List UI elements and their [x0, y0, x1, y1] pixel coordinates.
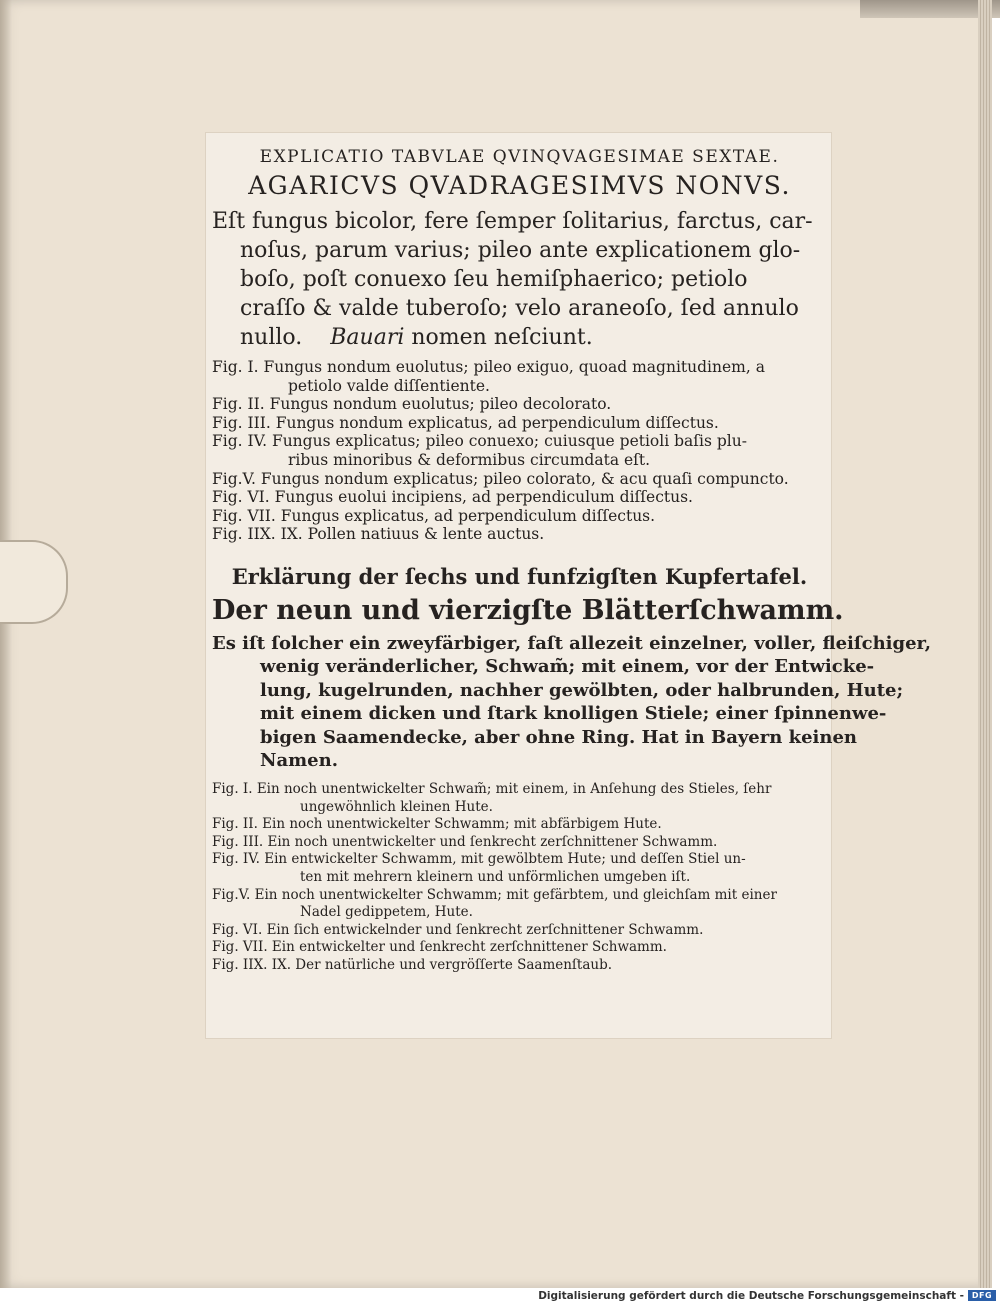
dfg-credit-text: Digitalisierung gefördert durch die Deutsche Forschungsgemeinschaft -: [538, 1290, 964, 1302]
german-description-line: Namen.: [260, 750, 338, 772]
latin-last-end: nomen neſciunt.: [411, 325, 593, 350]
digitization-footer: [0, 1288, 1000, 1304]
german-figure-line: Fig. IIX. IX. Der natürliche und vergröſſerte Saamenſtaub.: [212, 956, 613, 973]
latin-figure-line: Fig. III. Fungus nondum explicatus, ad perpendiculum diſſectus.: [212, 413, 719, 432]
german-figure-line: Fig. IV. Ein entwickelter Schwamm, mit gewölbtem Hute; und deſſen Stiel un-: [212, 851, 746, 868]
german-description-line: lung, kugelrunden, nachher gewölbten, oder halbrunden, Hute;: [260, 679, 904, 701]
german-figure-line: Fig. I. Ein noch unentwickelter Schwam̃; mit einem, in Anſehung des Stieles, ſehr: [212, 780, 772, 797]
latin-figure-line: Fig. VI. Fungus euolui incipiens, ad perpendiculum diſſectus.: [212, 488, 693, 507]
latin-description-line: boſo, poſt conuexo ſeu hemiſphaerico; petiolo: [240, 267, 748, 292]
german-figure-line: ten mit mehrern kleinern und unförmlichen umgeben iſt.: [300, 868, 691, 885]
latin-figure-line: petiolo valde diſſentiente.: [288, 376, 490, 395]
latin-heading-2: AGARICVS QVADRAGESIMVS NONVS.: [248, 171, 791, 200]
german-figure-line: ungewöhnlich kleinen Hute.: [300, 798, 493, 815]
latin-description-last-line: [212, 323, 827, 352]
latin-figure-line: Fig. VII. Fungus explicatus, ad perpendiculum diſſectus.: [212, 506, 656, 525]
german-figure-line: Fig. VI. Ein ſich entwickelnder und ſenkrecht zerſchnittener Schwamm.: [212, 921, 704, 938]
latin-description-line: craſſo & valde tuberoſo; velo araneoſo, ſed annulo: [240, 296, 799, 321]
german-figure-line: Fig. VII. Ein entwickelter und ſenkrecht zerſchnittener Schwamm.: [212, 939, 667, 956]
german-figure-line: Fig. III. Ein noch unentwickelter und ſenkrecht zerſchnittener Schwamm.: [212, 833, 718, 850]
latin-figure-list: [212, 358, 827, 544]
page-gutter-shadow: [0, 0, 12, 1288]
latin-figure-line: Fig. IV. Fungus explicatus; pileo conuexo; cuiusque petioli baſis plu-: [212, 432, 747, 451]
german-figure-line: Fig.V. Ein noch unentwickelter Schwamm; mit gefärbtem, und gleichſam mit einer: [212, 886, 777, 903]
german-description-line: Es iſt ſolcher ein zweyfärbiger, faſt allezeit einzelner, voller, fleiſchiger,: [212, 632, 931, 654]
latin-figure-line: Fig. I. Fungus nondum euolutus; pileo exiguo, quoad magnitudinem, a: [212, 358, 765, 376]
german-figure-line: Fig. II. Ein noch unentwickelter Schwamm; mit abfärbigem Hute.: [212, 816, 662, 833]
latin-description: [212, 207, 827, 352]
latin-description-line: noſus, parum varius; pileo ante explicationem glo-: [240, 238, 801, 263]
german-heading-1: Erklärung der ſechs und funfzigſten Kupfertafel.: [231, 563, 808, 589]
latin-bauari: Bauari: [330, 325, 405, 350]
latin-heading-1: EXPLICATIO TABVLAE QVINQVAGESIMAE SEXTAE.: [259, 147, 780, 167]
german-figure-line: Nadel gedippetem, Hute.: [300, 904, 473, 921]
latin-figure-line: ribus minoribus & deformibus circumdata eſt.: [288, 450, 651, 469]
german-description-line: mit einem dicken und ſtark knolligen Stiele; einer ſpinnenwe-: [260, 703, 887, 725]
latin-figure-line: Fig. II. Fungus nondum euolutus; pileo decolorato.: [212, 395, 612, 414]
page-text: [212, 145, 931, 974]
latin-description-line: Eſt fungus bicolor, fere ſemper ſolitarius, farctus, car-: [212, 209, 813, 234]
german-heading-2: Der neun und vierzigſte Blätterſchwamm.: [212, 594, 844, 626]
german-description-line: bigen Saamendecke, aber ohne Ring. Hat in Bayern keinen: [260, 726, 857, 748]
latin-figure-line: Fig.V. Fungus nondum explicatus; pileo colorato, & acu quaſi compuncto.: [212, 469, 789, 488]
german-figure-list: [212, 781, 827, 975]
page-fore-edge: [978, 0, 992, 1288]
latin-figure-line: Fig. IIX. IX. Pollen natiuus & lente auctus.: [212, 525, 545, 544]
dfg-logo[interactable]: DFG: [968, 1290, 996, 1301]
german-description: [212, 632, 931, 773]
latin-last-start: nullo.: [240, 325, 303, 350]
german-description-line: wenig veränderlicher, Schwam̃; mit einem, vor der Entwicke-: [260, 656, 875, 678]
bookmark-ribbon: [0, 540, 68, 624]
